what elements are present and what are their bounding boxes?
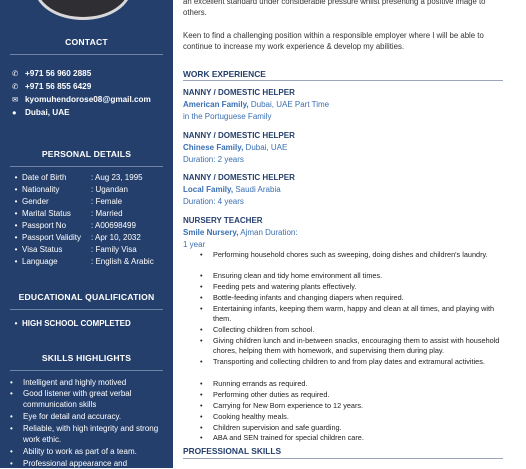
duty-item: • Performing other duties as required. [200,390,330,399]
duty-item: • Bottle-feeding infants and changing diapers when required. [200,293,404,302]
sidebar [0,0,173,468]
job-company: Local Family, Saudi Arabia [183,185,281,194]
divider [10,370,163,371]
contact-location: ● Dubai, UAE [12,108,70,117]
skills-title: SKILLS HIGHLIGHTS [41,353,132,363]
personal-row: • Marital Status : Married [14,209,123,218]
duty-item: • Transporting and collecting children to and from play dates and extramural activities. [200,357,485,366]
job-title: NANNY / DOMESTIC HELPER [183,131,295,140]
personal-row: • Gender : Female [14,197,123,206]
personal-row: • Nationality : Ugandan [14,185,128,194]
phone-icon: ✆ [12,69,19,78]
divider [183,80,503,81]
skill-item: • Reliable, with high integrity and strong work ethic. [10,424,159,444]
duty-item: • Entertaining infants, keeping them warm, happy and clean at all times, and playing with them. [200,304,495,324]
duty-item: • ABA and SEN trained for special children care. [200,433,364,442]
duty-item: • Cooking healthy meals. [200,412,289,421]
personal-row: • Passport Validity : Apr 10, 2032 [14,233,141,242]
job-note: in the Portuguese Family [183,112,272,121]
job-duration: Duration: 2 years [183,155,244,164]
email-icon: ✉ [12,95,19,104]
personal-row: • Visa Status : Family Visa [14,245,137,254]
profile-photo [34,0,132,20]
duty-item: • Carrying for New Born experience to 12 years. [200,401,364,410]
duty-item: • Ensuring clean and tidy home environment all times. [200,271,383,280]
job-duration: Duration: 4 years [183,197,244,206]
contact-title: CONTACT [65,37,108,47]
skill-item: • Eye for detail and accuracy. [10,412,122,421]
skill-item: • Professional appearance and [10,459,128,468]
divider [10,166,163,167]
job-title: NANNY / DOMESTIC HELPER [183,88,295,97]
divider [183,458,503,459]
job-company: Smile Nursery, Ajman Duration: [183,228,298,237]
job-duration: 1 year [183,240,206,249]
education-item: • HIGH SCHOOL COMPLETED [14,319,131,328]
duty-item: • Feeding pets and watering plants effectively. [200,282,357,291]
job-title: NANNY / DOMESTIC HELPER [183,173,295,182]
skill-item: • Intelligent and highly motived [10,378,127,387]
job-company: American Family, Dubai, UAE Part Time [183,100,330,109]
duty-item: • Running errands as required. [200,379,308,388]
skill-item: • Ability to work as part of a team. [10,447,137,456]
contact-phone-2[interactable]: ✆ +971 56 855 6429 [12,82,92,91]
work-experience-title: WORK EXPERIENCE [183,69,266,79]
contact-phone-1[interactable]: ✆ +971 56 960 2885 [12,69,92,78]
skill-item: • Good listener with great verbal communication skills [10,389,132,409]
job-title: NURSERY TEACHER [183,216,263,225]
location-icon: ● [12,108,17,117]
duty-item: • Collecting children from school. [200,325,315,334]
education-title: EDUCATIONAL QUALIFICATION [18,292,155,302]
personal-row: • Language : English & Arabic [14,257,154,266]
objective-text: Keen to find a challenging position within a responsible employer where I will be able to continue to increase my work experience & develop my abilities. [183,31,484,51]
professional-skills-title: PROFESSIONAL SKILLS [183,446,282,456]
divider [10,54,163,55]
objective-text-tail: an excellent standard under considerable pressure whilst presenting a positive image to others. [183,0,486,17]
personal-row: • Date of Birth : Aug 23, 1995 [14,173,143,182]
job-company: Chinese Family, Dubai, UAE [183,143,288,152]
divider [10,309,163,310]
duty-item: • Giving children lunch and in-between snacks, encouraging them to assist with household chores, helping them with homework, and supervising them during play. [200,336,500,356]
contact-email[interactable]: ✉ kyomuhendorose08@gmail.com [12,95,151,104]
personal-row: • Passport No : A00698499 [14,221,136,230]
personal-details-title: PERSONAL DETAILS [41,149,132,159]
duty-item: • Children supervision and safe guarding. [200,423,342,432]
duty-item: • Performing household chores such as sweeping, doing dishes and children's laundry. [200,250,488,259]
phone-icon: ✆ [12,82,19,91]
